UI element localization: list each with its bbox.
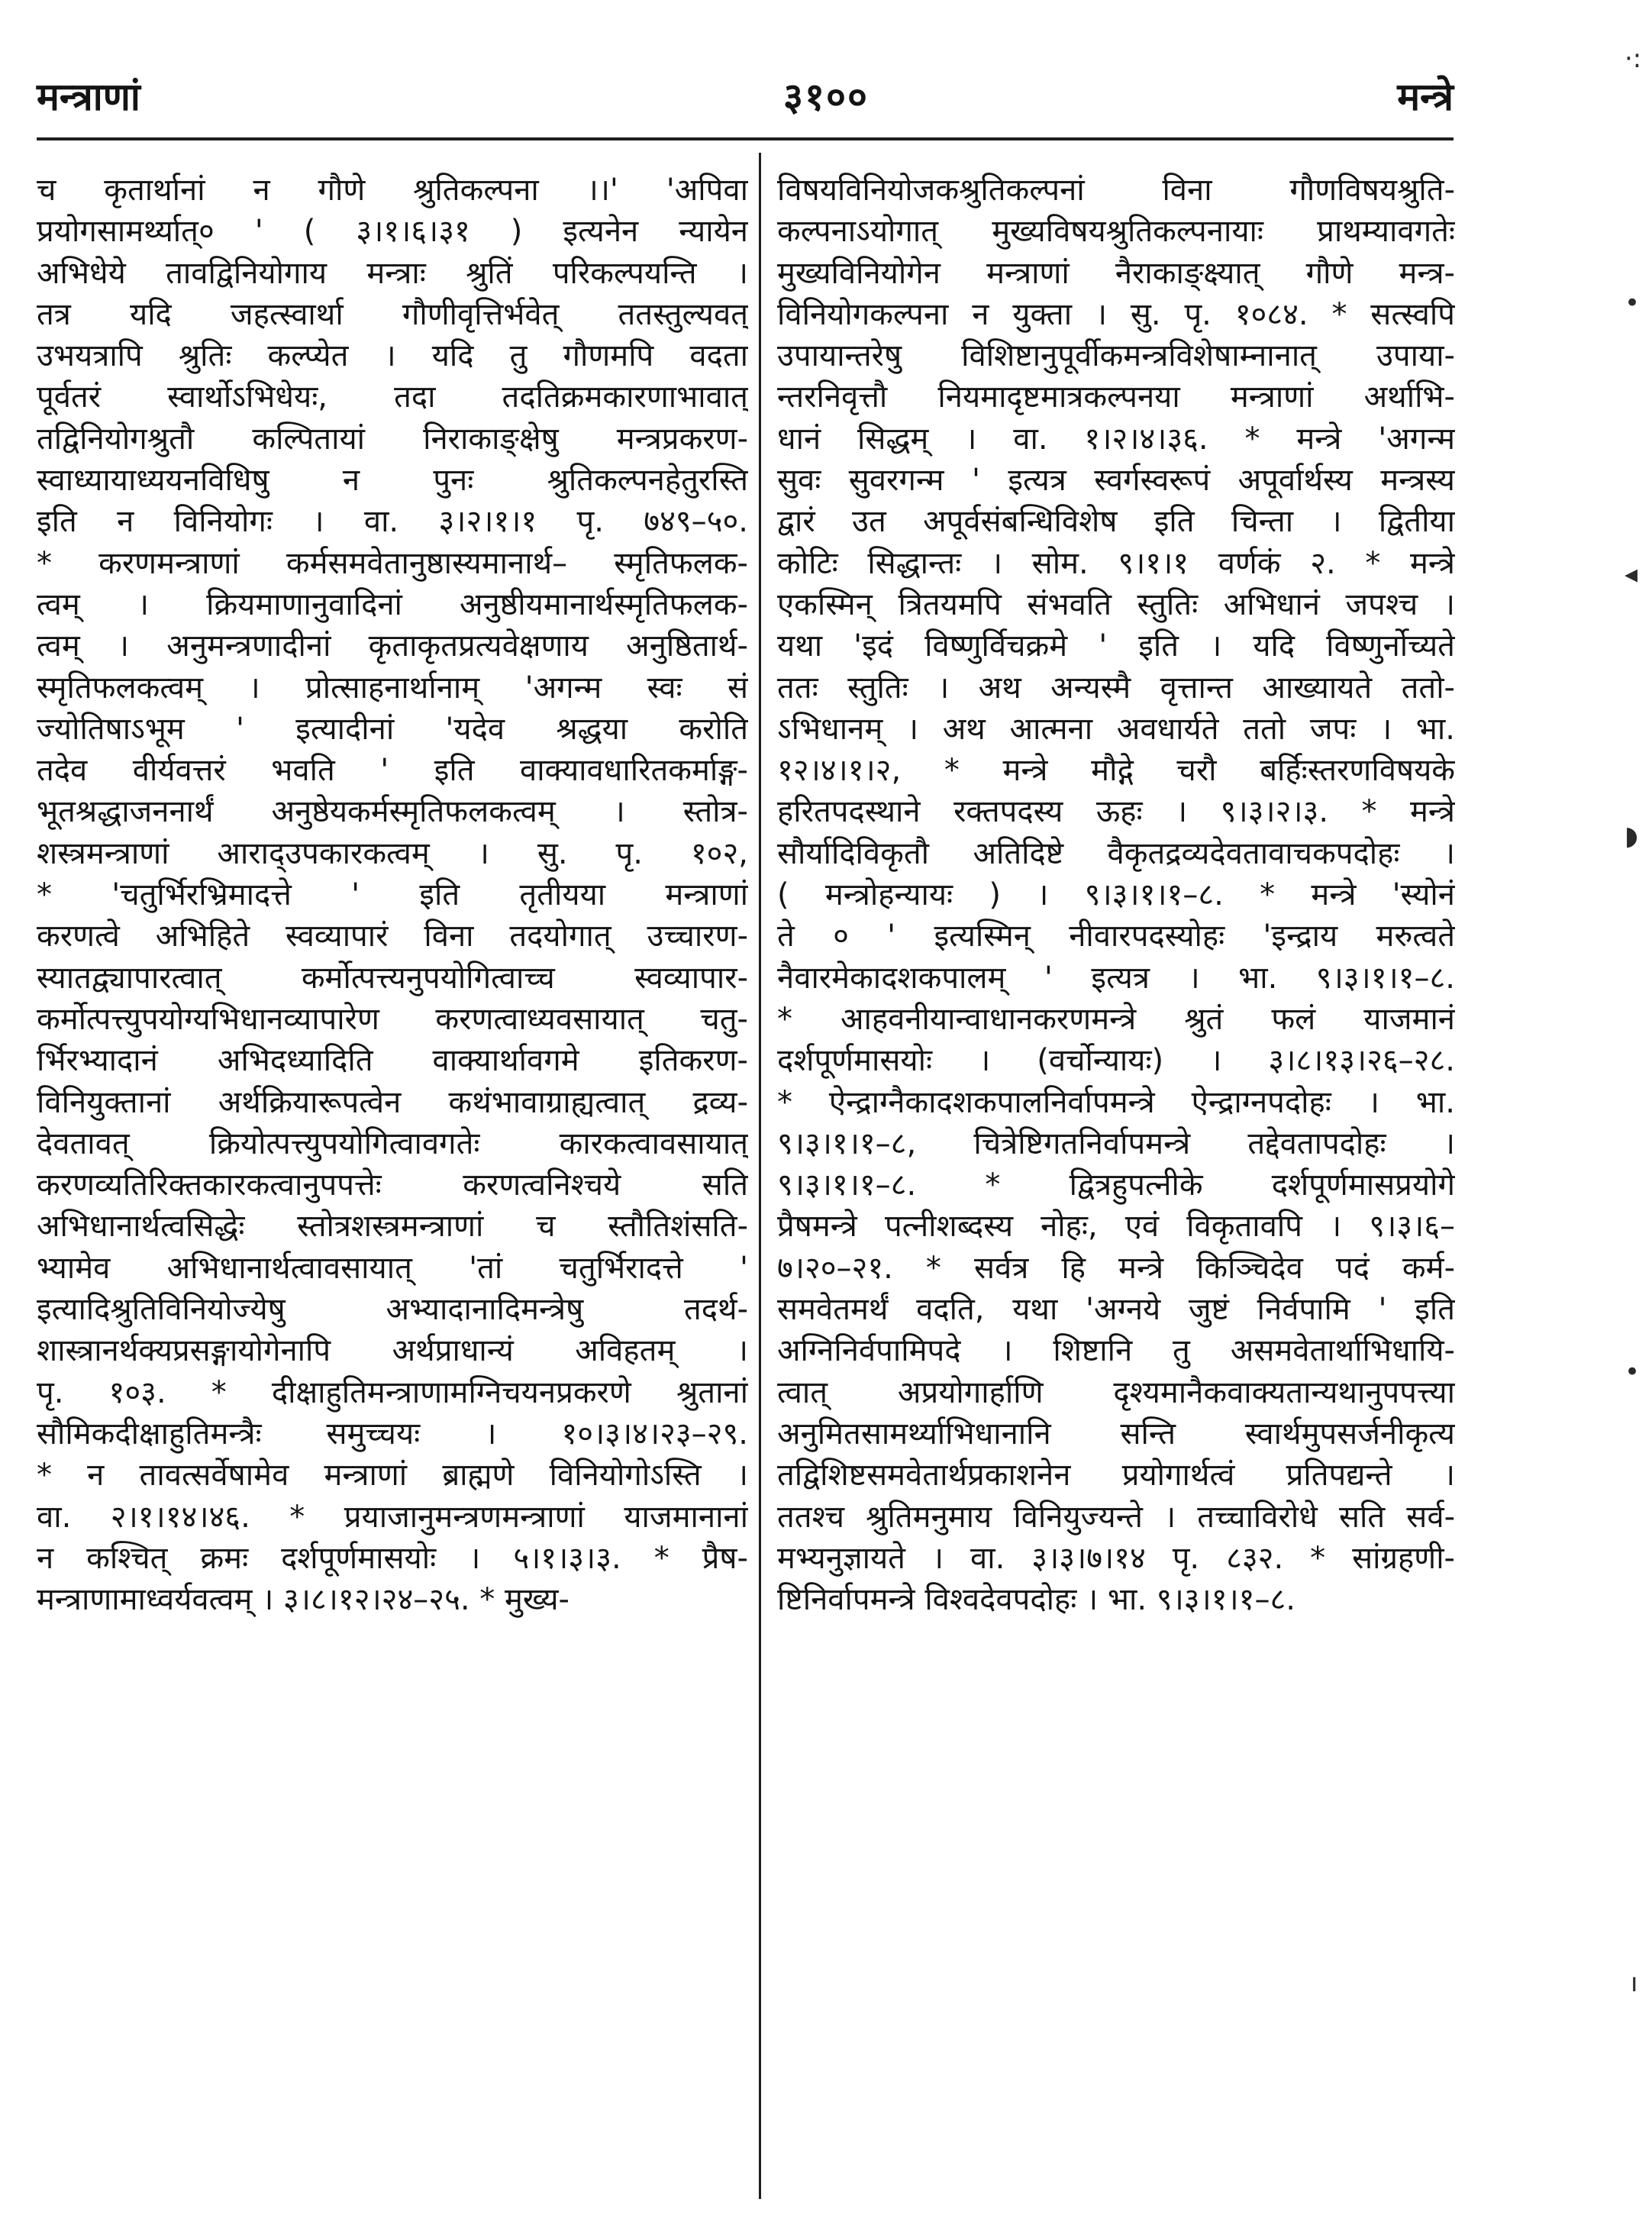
- text-line: इति न विनियोगः । वा. ३।२।१।१ पृ. ७४९–५०.: [37, 504, 748, 540]
- text-line: भूतश्रद्धाजननार्थं अनुष्ठेयकर्मस्मृतिफलकत्वम् । स्तोत्र-: [37, 794, 748, 830]
- text-line: १२।४।१।२, * मन्त्रे मौद्गे चरौ बर्हिःस्तरणविषयके: [777, 753, 1455, 789]
- margin-mark: •: [1625, 288, 1641, 318]
- text-line: सौर्यादिविकृतौ अतिदिष्टे वैकृतद्रव्यदेवतावाचकपदोहः ।: [777, 835, 1455, 871]
- text-line: सौमिकदीक्षाहुतिमन्त्रैः समुच्चयः । १०।३।४।२३–२९.: [37, 1416, 748, 1451]
- text-line: कर्मोत्पत्त्युपयोग्यभिधानव्यापारेण करणत्वाध्यवसायात् चतु-: [37, 1001, 748, 1037]
- text-line: स्मृतिफलकत्वम् । प्रोत्साहनार्थानाम् 'अगन्म स्वः सं: [37, 670, 748, 706]
- text-line: न कश्चित् क्रमः दर्शपूर्णमासयोः । ५।१।३।३. * प्रैष-: [37, 1540, 748, 1576]
- text-line: विषयविनियोजकश्रुतिकल्पनां विना गौणविषयश्रुति-: [777, 173, 1455, 208]
- text-line: * करणमन्त्राणां कर्मसमवेतानुष्ठास्यमानार्थ– स्मृतिफलक-: [37, 545, 748, 581]
- text-line: पूर्वतरं स्वार्थोऽभिधेयः, तदा तदतिक्रमकारणाभावात्: [37, 379, 748, 415]
- margin-mark: ◂: [1625, 559, 1638, 589]
- text-line: विनियुक्तानां अर्थक्रियारूपत्वेन कथंभावाग्राह्यत्वात् द्रव्य-: [37, 1084, 748, 1120]
- text-line: ते ० ' इत्यस्मिन् नीवारपदस्योहः 'इन्द्राय मरुत्वते: [777, 919, 1455, 954]
- text-line: तदेव वीर्यवत्तरं भवति ' इति वाक्यावधारितकर्माङ्ग-: [37, 753, 748, 789]
- running-head-left: मन्त्राणां: [37, 75, 140, 119]
- text-line: ७।२०–२१. * सर्वत्र हि मन्त्रे किञ्चिदेव पदं कर्म-: [777, 1250, 1455, 1286]
- text-line: प्रैषमन्त्रे पत्नीशब्दस्य नोहः, एवं विकृतावपि । ९।३।६–: [777, 1209, 1455, 1245]
- text-line: अनुमितसामर्थ्याभिधानानि सन्ति स्वार्थमुपसर्जनीकृत्य: [777, 1416, 1455, 1451]
- text-line: * आहवनीयान्वाधानकरणमन्त्रे श्रुतं फलं याजमानं: [777, 1001, 1455, 1037]
- text-line: शस्त्रमन्त्राणां आराद्उपकारकत्वम् । सु. पृ. १०२,: [37, 835, 748, 871]
- text-line: शास्त्रानर्थक्यप्रसङ्गायोगेनापि अर्थप्राधान्यं अविहतम् ।: [37, 1333, 748, 1369]
- margin-mark: ı: [1631, 1968, 1638, 1998]
- text-line: समवेतमर्थं वदति, यथा 'अग्नये जुष्टं निर्वपामि ' इति: [777, 1292, 1455, 1328]
- text-line: उभयत्रापि श्रुतिः कल्प्येत । यदि तु गौणमपि वदता: [37, 338, 748, 374]
- text-line: अभिधानार्थत्वसिद्धेः स्तोत्रशस्त्रमन्त्राणां च स्तौतिशंसति-: [37, 1209, 748, 1245]
- text-line: यथा 'इदं विष्णुर्विचक्रमे ' इति । यदि विष्णुर्नोच्यते: [777, 628, 1455, 664]
- text-line: धानं सिद्धम् । वा. १।२।४।३६. * मन्त्रे 'अगन्म: [777, 421, 1455, 457]
- header-rule: [37, 137, 1454, 140]
- text-line: मभ्यनुज्ञायते । वा. ३।३।७।१४ पृ. ८३२. * सांग्रहणी-: [777, 1540, 1455, 1576]
- text-line: * न तावत्सर्वेषामेव मन्त्राणां ब्राह्मणे विनियोगोऽस्ति ।: [37, 1458, 748, 1493]
- text-line: अभिधेये तावद्विनियोगाय मन्त्राः श्रुतिं परिकल्पयन्ति ।: [37, 255, 748, 291]
- text-line: ततः स्तुतिः । अथ अन्यस्मै वृत्तान्त आख्यायते ततो-: [777, 670, 1455, 706]
- text-line: मन्त्राणामाध्वर्यवत्वम् । ३।८।१२।२४–२५. * मुख्य-: [37, 1582, 569, 1618]
- text-line: एकस्मिन् त्रितयमपि संभवति स्तुतिः अभिधानं जपश्च ।: [777, 586, 1455, 622]
- text-line: * 'चतुर्भिरभ्रिमादत्ते ' इति तृतीयया मन्त्राणां: [37, 877, 748, 913]
- text-line: इत्यादिश्रुतिविनियोज्येषु अभ्यादानादिमन्त्रेषु तदर्थ-: [37, 1292, 748, 1328]
- column-divider: [759, 153, 761, 2199]
- text-line: स्यातद्व्यापारत्वात् कर्मोत्पत्त्यनुपयोगित्वाच्च स्वव्यापार-: [37, 960, 748, 996]
- text-line: स्वाध्यायाध्ययनविधिषु न पुनः श्रुतिकल्पनहेतुरस्ति: [37, 463, 748, 499]
- margin-mark: •: [1625, 1357, 1641, 1387]
- margin-mark: ·:: [1625, 44, 1642, 74]
- text-line: वा. २।१।१४।४६. * प्रयाजानुमन्त्रणमन्त्राणां याजमानानां: [37, 1499, 748, 1535]
- text-line: र्भिरभ्यादानं अभिदध्यादिति वाक्यार्थावगमे इतिकरण-: [37, 1043, 748, 1079]
- text-line: दर्शपूर्णमासयोः । (वर्चोन्यायः) । ३।८।१३।२६–२८.: [777, 1043, 1455, 1079]
- text-line: कल्पनाऽयोगात् मुख्यविषयश्रुतिकल्पनायाः प्राथम्यावगतेः: [777, 214, 1455, 250]
- text-line: तद्विनियोगश्रुतौ कल्पितायां निराकाङ्क्षेषु मन्त्रप्रकरण-: [37, 421, 748, 457]
- left-column: [37, 170, 748, 1620]
- text-line: नैवारमेकादशकपालम् ' इत्यत्र । भा. ९।३।१।१–८.: [777, 960, 1455, 996]
- text-line: अग्निनिर्वपामिपदे । शिष्टानि तु असमवेतार्थाभिधायि-: [777, 1333, 1455, 1369]
- text-line: विनियोगकल्पना न युक्ता । सु. पृ. १०८४. * सत्स्वपि: [777, 296, 1455, 332]
- text-line: भ्यामेव अभिधानार्थत्वावसायात् 'तां चतुर्भिरादत्ते ': [37, 1250, 748, 1286]
- text-line: ९।३।१।१–८. * द्वित्रहुपत्नीके दर्शपूर्णमासप्रयोगे: [777, 1167, 1455, 1203]
- text-line: तत्र यदि जहत्स्वार्था गौणीवृत्तिर्भवेत् ततस्तुल्यवत्: [37, 296, 748, 332]
- text-line: प्रयोगसामर्थ्यात्० ' ( ३।१।६।३१ ) इत्यनेन न्यायेन: [37, 214, 748, 250]
- text-line: कोटिः सिद्धान्तः । सोम. ९।१।१ वर्णकं २. * मन्त्रे: [777, 545, 1455, 581]
- text-line: ऽभिधानम् । अथ आत्मना अवधार्यते ततो जपः । भा.: [777, 711, 1455, 747]
- text-line: हरितपदस्थाने रक्तपदस्य ऊहः । ९।३।२।३. * मन्त्रे: [777, 794, 1455, 830]
- text-line: त्वात् अप्रयोगार्हाणि दृश्यमानैकवाक्यतान्यथानुपपत्त्या: [777, 1374, 1455, 1410]
- text-line: * ऐन्द्राग्नैकादशकपालनिर्वापमन्त्रे ऐन्द्राग्नपदोहः । भा.: [777, 1084, 1455, 1120]
- text-line: देवतावत् क्रियोत्पत्त्युपयोगित्वावगतेः कारकत्वावसायात्: [37, 1125, 748, 1161]
- text-line: तद्विशिष्टसमवेतार्थप्रकाशनेन प्रयोगार्थत्वं प्रतिपद्यन्ते ।: [777, 1458, 1455, 1493]
- running-head-right: मन्त्रे: [1397, 75, 1454, 119]
- text-line: सुवः सुवरगन्म ' इत्यत्र स्वर्गस्वरूपं अपूर्वार्थस्य मन्त्रस्य: [777, 463, 1455, 499]
- right-column: [777, 170, 1455, 1620]
- text-line: न्तरनिवृत्तौ नियमादृष्टमात्रकल्पनया मन्त्राणां अर्थाभि-: [777, 379, 1455, 415]
- text-line: करणत्वे अभिहिते स्वव्यापारं विना तदयोगात् उच्चारण-: [37, 919, 748, 954]
- text-line: उपायान्तरेषु विशिष्टानुपूर्वीकमन्त्रविशेषाम्नानात् उपाया-: [777, 338, 1455, 374]
- text-line: करणव्यतिरिक्तकारकत्वानुपपत्तेः करणत्वनिश्चये सति: [37, 1167, 748, 1203]
- text-line: पृ. १०३. * दीक्षाहुतिमन्त्राणामग्निचयनप्रकरणे श्रुतानां: [37, 1374, 748, 1410]
- text-line: ९।३।१।१–८, चित्रेष्टिगतनिर्वापमन्त्रे तद्देवतापदोहः ।: [777, 1125, 1455, 1161]
- text-line: ज्योतिषाऽभूम ' इत्यादीनां 'यदेव श्रद्धया करोति: [37, 711, 748, 747]
- text-line: च कृतार्थानां न गौणे श्रुतिकल्पना ।।' 'अपिवा: [37, 173, 748, 208]
- margin-mark: ◗: [1625, 821, 1638, 851]
- page-number: ३१००: [783, 75, 869, 119]
- text-line: त्वम् । अनुमन्त्रणादीनां कृताकृतप्रत्यवेक्षणाय अनुष्ठितार्थ-: [37, 628, 748, 664]
- text-line: ( मन्त्रोहन्यायः ) । ९।३।१।१–८. * मन्त्रे 'स्योनं: [777, 877, 1455, 913]
- text-line: द्वारं उत अपूर्वसंबन्धिविशेष इति चिन्ता । द्वितीया: [777, 504, 1455, 540]
- text-line: त्वम् । क्रियमाणानुवादिनां अनुष्ठीयमानार्थस्मृतिफलक-: [37, 586, 748, 622]
- text-line: मुख्यविनियोगेन मन्त्राणां नैराकाङ्क्ष्यात् गौणे मन्त्र-: [777, 255, 1455, 291]
- text-line: ष्टिनिर्वापमन्त्रे विश्वदेवपदोहः । भा. ९।३।१।१–८.: [777, 1582, 1295, 1618]
- text-line: ततश्च श्रुतिमनुमाय विनियुज्यन्ते । तच्चाविरोधे सति सर्व-: [777, 1499, 1455, 1535]
